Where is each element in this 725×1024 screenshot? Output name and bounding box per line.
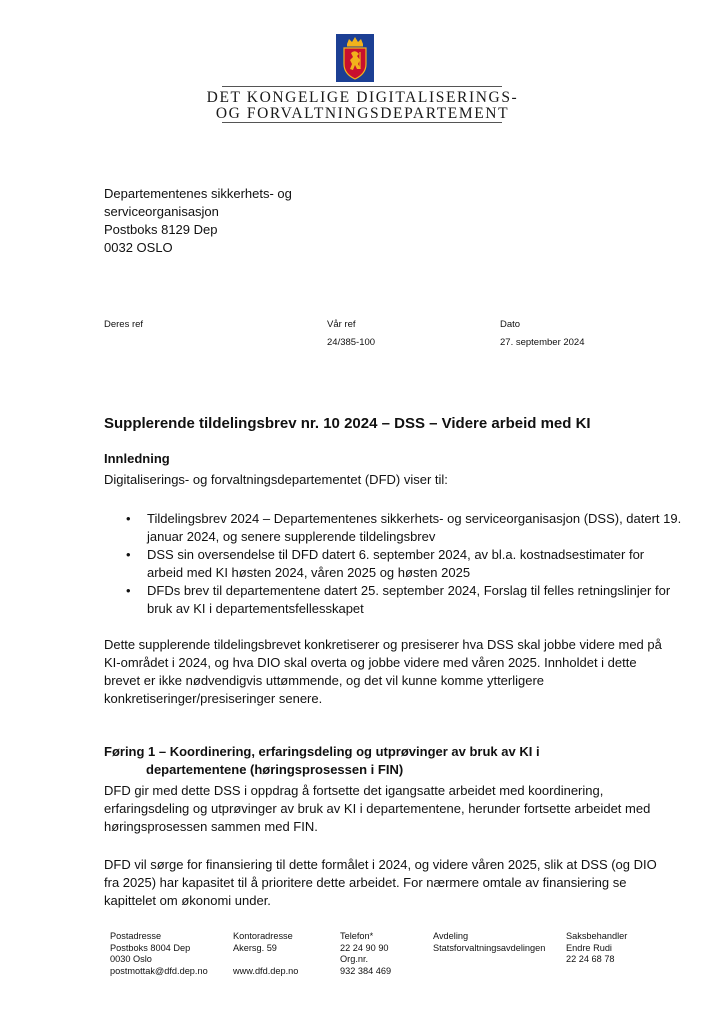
recipient-line: serviceorganisasjon [104, 204, 219, 219]
intro-text: Digitaliserings- og forvaltningsdepartementet (DFD) viser til: [104, 472, 448, 487]
footer-value: Endre Rudi [566, 942, 612, 953]
footer-label: Kontoradresse [233, 931, 293, 941]
bullet-icon: • [126, 547, 131, 562]
list-item [126, 510, 683, 546]
footer-value: Statsforvaltningsavdelingen [433, 942, 546, 953]
deres-ref-label: Deres ref [104, 319, 144, 330]
letter-title: Supplerende tildelingsbrev nr. 10 2024 – DSS – Videre arbeid med KI [104, 415, 591, 432]
footer-label: Postadresse [110, 931, 162, 941]
footer-label: Avdeling [433, 931, 469, 941]
dato-value: 27. september 2024 [500, 337, 585, 348]
list-item [126, 546, 683, 582]
paragraph-scope: Dette supplerende tildelingsbrevet konkretiserer og presiserer hva DSS skal jobbe videre med på KI-området i 2024, og hva DIO skal overta og jobbe videre med våren 2025. Innholdet i dette brevet er ikke nødvendigvis uttømmende, og det vil kunne komme ytterligere konkretiseringer/presiseringer senere. [104, 637, 662, 706]
list-item-text: DSS sin oversendelse til DFD datert 6. september 2024, av bl.a. kostnadsestimater for arbeid med KI høsten 2024, våren 2025 og høsten 2025 [147, 547, 645, 580]
department-name-line2: OG FORVALTNINGSDEPARTEMENT [215, 105, 510, 122]
paragraph-assignment: DFD gir med dette DSS i oppdrag å fortsette det igangsatte arbeidet med koordinering, erfaringsdeling og utprøvinger av bruk av KI i departementene, herunder fortsette arbeidet med høringsprosessen sammen med FIN. [104, 783, 651, 834]
footer-value [233, 954, 298, 966]
foring-1-heading-line2: departementene (høringsprosessen i FIN) [146, 762, 404, 777]
recipient-line: Departementenes sikkerhets- og [104, 186, 292, 201]
reference-list [104, 510, 683, 618]
norwegian-coat-of-arms-icon [336, 34, 374, 82]
var-ref-label: Vår ref [327, 319, 356, 330]
department-name-line1: DET KONGELIGE DIGITALISERINGS- [206, 89, 519, 106]
footer-saksbehandler [566, 931, 627, 966]
footer-kontoradresse [233, 931, 298, 977]
footer-website: www.dfd.dep.no [233, 965, 299, 976]
footer-value: 22 24 90 90 [340, 942, 389, 953]
footer-label: Org.nr. [340, 954, 369, 965]
recipient-address [104, 185, 292, 257]
bullet-icon: • [126, 583, 131, 598]
footer-value: 0030 Oslo [110, 954, 152, 965]
var-ref-value: 24/385-100 [327, 337, 376, 348]
foring-1-heading-line1: Føring 1 – Koordinering, erfaringsdeling og utprøvinger av bruk av KI i [104, 744, 540, 759]
bullet-icon: • [126, 511, 131, 526]
footer-email: postmottak@dfd.dep.no [110, 965, 208, 976]
list-item-text: Tildelingsbrev 2024 – Departementenes sikkerhets- og serviceorganisasjon (DSS), datert 19. januar 2024, og senere supplerende tildelingsbrev [147, 511, 682, 544]
footer-value: Akersg. 59 [233, 942, 277, 953]
footer-telefon [340, 931, 391, 977]
dato-label: Dato [500, 319, 521, 330]
list-item [126, 582, 683, 618]
footer-label: Saksbehandler [566, 931, 628, 941]
footer-avdeling [433, 931, 545, 954]
recipient-line: 0032 OSLO [104, 240, 173, 255]
header-rule-top [222, 86, 502, 87]
footer-value: 932 384 469 [340, 965, 392, 976]
footer-label: Telefon* [340, 931, 374, 941]
footer-value: Postboks 8004 Dep [110, 942, 191, 953]
footer-value: 22 24 68 78 [566, 954, 615, 965]
intro-heading: Innledning [104, 451, 170, 466]
footer-postadresse [110, 931, 208, 977]
paragraph-financing: DFD vil sørge for finansiering til dette formålet i 2024, og videre våren 2025, slik at DSS (og DIO fra 2025) har kapasitet til å prioritere dette arbeidet. For nærmere omtale av finansiering se kapittelet om økonomi under. [104, 857, 657, 908]
header-rule-bottom [222, 122, 502, 123]
list-item-text: DFDs brev til departementene datert 25. september 2024, Forslag til felles retningslinjer for bruk av KI i departementsfellesskapet [147, 583, 671, 616]
recipient-line: Postboks 8129 Dep [104, 222, 218, 237]
foring-1-heading [104, 743, 664, 779]
